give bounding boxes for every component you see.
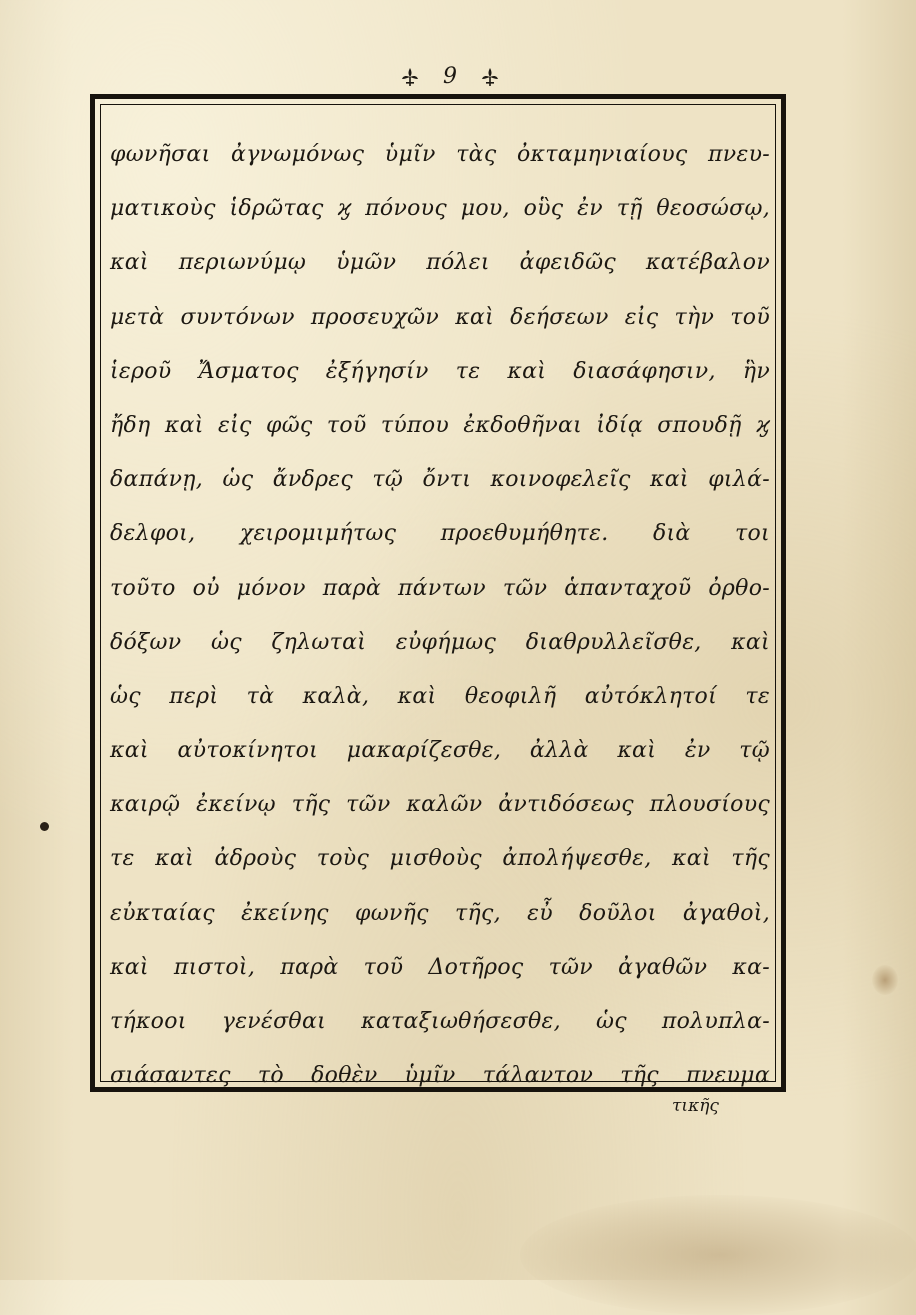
- text-line: σιάσαντες τὸ δοθὲν ὑμῖν τάλαντον τῆς πνευμα: [110, 1063, 770, 1089]
- text-line: ματικοὺς ἱδρῶτας ϗ πόνους μου, οὓς ἐν τῇ θεοσώσῳ,: [110, 196, 770, 222]
- greek-text-body: [110, 128, 770, 1103]
- fleuron-icon: [399, 66, 421, 88]
- text-line: δαπάνῃ, ὡς ἄνδρες τῷ ὄντι κοινοφελεῖς καὶ φιλά-: [110, 467, 770, 493]
- text-line: φωνῆσαι ἀγνωμόνως ὑμῖν τὰς ὀκταμηνιαίους πνευ-: [110, 142, 770, 167]
- catchword: τικῆς: [672, 1096, 719, 1116]
- text-line: τήκοοι γενέσθαι καταξιωθήσεσθε, ὡς πολυπλα-: [110, 1009, 770, 1034]
- text-line: τε καὶ ἀδροὺς τοὺς μισθοὺς ἀπολήψεσθε, καὶ τῆς: [110, 846, 770, 872]
- text-line: τοῦτο οὐ μόνον παρὰ πάντων τῶν ἁπανταχοῦ ὀρθο-: [110, 575, 770, 601]
- text-line: ὡς περὶ τὰ καλὰ, καὶ θεοφιλῆ αὐτόκλητοί τε: [110, 683, 770, 709]
- text-line: καὶ πιστοὶ, παρὰ τοῦ Δοτῆρος τῶν ἀγαθῶν κα-: [110, 954, 770, 980]
- ink-spot: [40, 822, 49, 831]
- water-stain: [520, 1195, 916, 1315]
- page-header: [380, 62, 520, 92]
- text-line: καιρῷ ἐκείνῳ τῆς τῶν καλῶν ἀντιδόσεως πλουσίους: [110, 792, 770, 818]
- text-line: ἱεροῦ Ἄσματος ἐξήγησίν τε καὶ διασάφησιν, ἣν: [110, 358, 770, 384]
- text-line: δελφοι, χειρομιμήτως προεθυμήθητε. διὰ τοι: [110, 521, 770, 547]
- text-line: εὐκταίας ἐκείνης φωνῆς τῆς, εὖ δοῦλοι ἀγαθοὶ,: [110, 900, 770, 926]
- fleuron-icon: [479, 66, 501, 88]
- text-line: ἤδη καὶ εἰς φῶς τοῦ τύπου ἐκδοθῆναι ἰδίᾳ σπουδῇ ϗ: [110, 412, 770, 438]
- page-number: 9: [443, 64, 457, 89]
- text-line: καὶ αὐτοκίνητοι μακαρίζεσθε, ἀλλὰ καὶ ἐν τῷ: [110, 738, 770, 764]
- text-line: μετὰ συντόνων προσευχῶν καὶ δεήσεων εἰς τὴν τοῦ: [110, 304, 770, 330]
- text-line: καὶ περιωνύμῳ ὑμῶν πόλει ἀφειδῶς κατέβαλον: [110, 250, 770, 276]
- text-line: δόξων ὡς ζηλωταὶ εὐφήμως διαθρυλλεῖσθε, καὶ: [110, 629, 770, 655]
- foxing-spot: [872, 965, 898, 995]
